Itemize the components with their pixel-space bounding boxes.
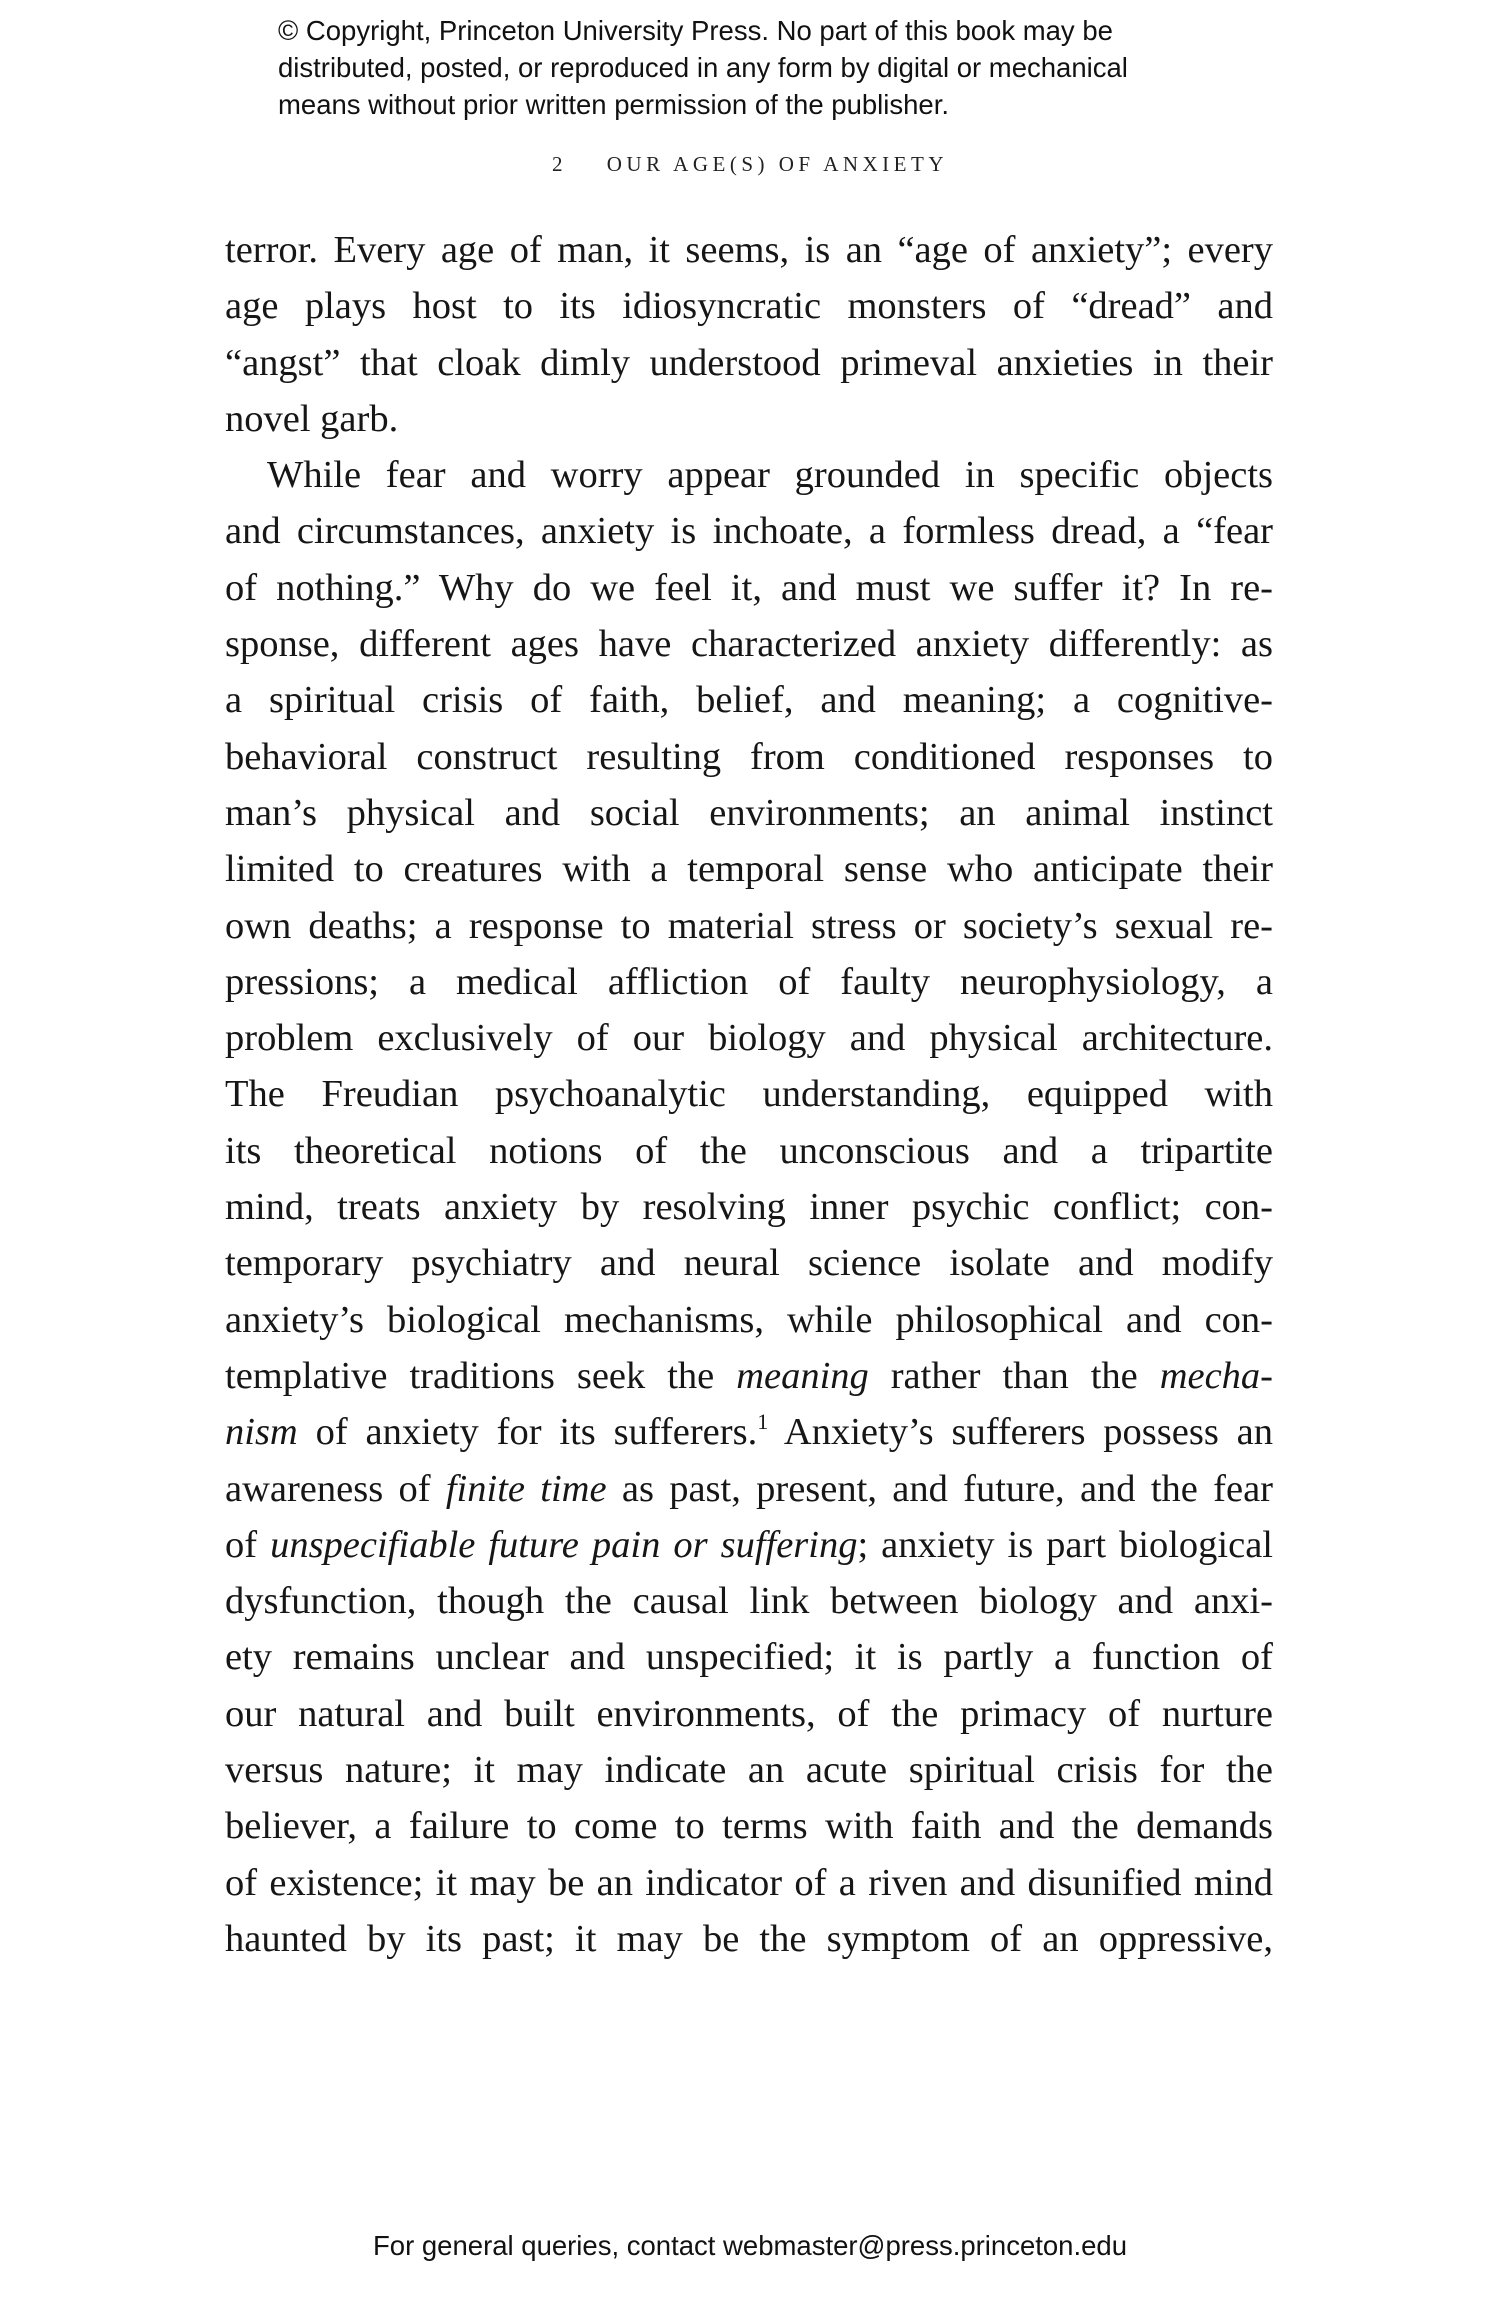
page-number: 2 bbox=[552, 152, 567, 176]
text-line bbox=[225, 1404, 1273, 1460]
paragraph-start-line: While fear and worry appear grounded in specific objects bbox=[267, 454, 1273, 497]
text-line: mind, treats anxiety by resolving inner psychic conflict; con- bbox=[225, 1186, 1273, 1229]
text-run: of bbox=[225, 1523, 271, 1566]
text-run: of anxiety for its sufferers. bbox=[297, 1411, 758, 1454]
text-line bbox=[225, 1348, 1273, 1404]
text-run: rather than the bbox=[868, 1354, 1160, 1397]
text-line: own deaths; a response to material stress or society’s sexual re- bbox=[225, 904, 1273, 947]
text-run: ; anxiety is part biological bbox=[857, 1523, 1274, 1566]
running-head bbox=[0, 152, 1500, 177]
text-line: age plays host to its idiosyncratic monsters of “dread” and bbox=[225, 285, 1273, 328]
text-run: Anxiety’s sufferers possess an bbox=[768, 1411, 1273, 1454]
copyright-line: distributed, posted, or reproduced in any form by digital or mechanical bbox=[278, 52, 1128, 83]
italic-emphasis: meaning bbox=[736, 1354, 869, 1397]
text-line: a spiritual crisis of faith, belief, and meaning; a cognitive- bbox=[225, 679, 1273, 722]
italic-emphasis: finite time bbox=[445, 1467, 607, 1510]
text-line: sponse, different ages have characterized anxiety differently: as bbox=[225, 623, 1273, 666]
chapter-title: OUR AGE(S) OF ANXIETY bbox=[606, 152, 948, 176]
text-line: terror. Every age of man, it seems, is an “age of anxiety”; every bbox=[225, 229, 1273, 271]
text-run: awareness of bbox=[225, 1467, 446, 1510]
text-line: believer, a failure to come to terms with faith and the demands bbox=[225, 1805, 1273, 1848]
text-line: its theoretical notions of the unconscious and a tripartite bbox=[225, 1129, 1273, 1172]
text-line: and circumstances, anxiety is inchoate, a formless dread, a “fear bbox=[225, 510, 1273, 553]
text-line: limited to creatures with a temporal sense who anticipate their bbox=[225, 848, 1273, 891]
text-line bbox=[225, 1461, 1273, 1517]
text-run: templative traditions seek the bbox=[225, 1354, 737, 1397]
copyright-line: means without prior written permission of the publisher. bbox=[278, 89, 950, 120]
text-line: man’s physical and social environments; an animal instinct bbox=[225, 791, 1273, 834]
text-line: novel garb. bbox=[225, 397, 399, 440]
text-line: temporary psychiatry and neural science isolate and modify bbox=[225, 1242, 1273, 1285]
text-line: The Freudian psychoanalytic understanding, equipped with bbox=[225, 1073, 1273, 1116]
text-line: haunted by its past; it may be the symptom of an oppressive, bbox=[225, 1917, 1273, 1960]
text-line: dysfunction, though the causal link between biology and anxi- bbox=[225, 1580, 1273, 1623]
body-text bbox=[225, 222, 1273, 1967]
italic-emphasis: mecha- bbox=[1159, 1354, 1273, 1397]
text-line: versus nature; it may indicate an acute spiritual crisis for the bbox=[225, 1749, 1273, 1792]
text-line: of nothing.” Why do we feel it, and must we suffer it? In re- bbox=[225, 566, 1273, 609]
footnote-marker[interactable]: 1 bbox=[757, 1409, 769, 1435]
text-line: of existence; it may be an indicator of a riven and disunified mind bbox=[225, 1861, 1273, 1904]
text-line: behavioral construct resulting from conditioned responses to bbox=[225, 735, 1273, 778]
copyright-notice bbox=[278, 12, 1278, 123]
text-line: ety remains unclear and unspecified; it is partly a function of bbox=[225, 1636, 1273, 1679]
text-run: as past, present, and future, and the fear bbox=[606, 1467, 1273, 1510]
text-line: problem exclusively of our biology and physical architecture. bbox=[225, 1017, 1273, 1060]
italic-emphasis: nism bbox=[225, 1411, 298, 1454]
text-line: anxiety’s biological mechanisms, while philosophical and con- bbox=[225, 1298, 1273, 1341]
text-line bbox=[225, 1517, 1273, 1573]
footer-contact: For general queries, contact webmaster@press.princeton.edu bbox=[373, 2230, 1127, 2261]
text-line: pressions; a medical affliction of faulty neurophysiology, a bbox=[225, 960, 1273, 1003]
text-line: our natural and built environments, of the primacy of nurture bbox=[225, 1692, 1273, 1735]
text-line: “angst” that cloak dimly understood primeval anxieties in their bbox=[225, 341, 1273, 384]
copyright-line: © Copyright, Princeton University Press. No part of this book may be bbox=[278, 15, 1113, 46]
italic-emphasis: unspecifiable future pain or suffering bbox=[270, 1523, 858, 1566]
